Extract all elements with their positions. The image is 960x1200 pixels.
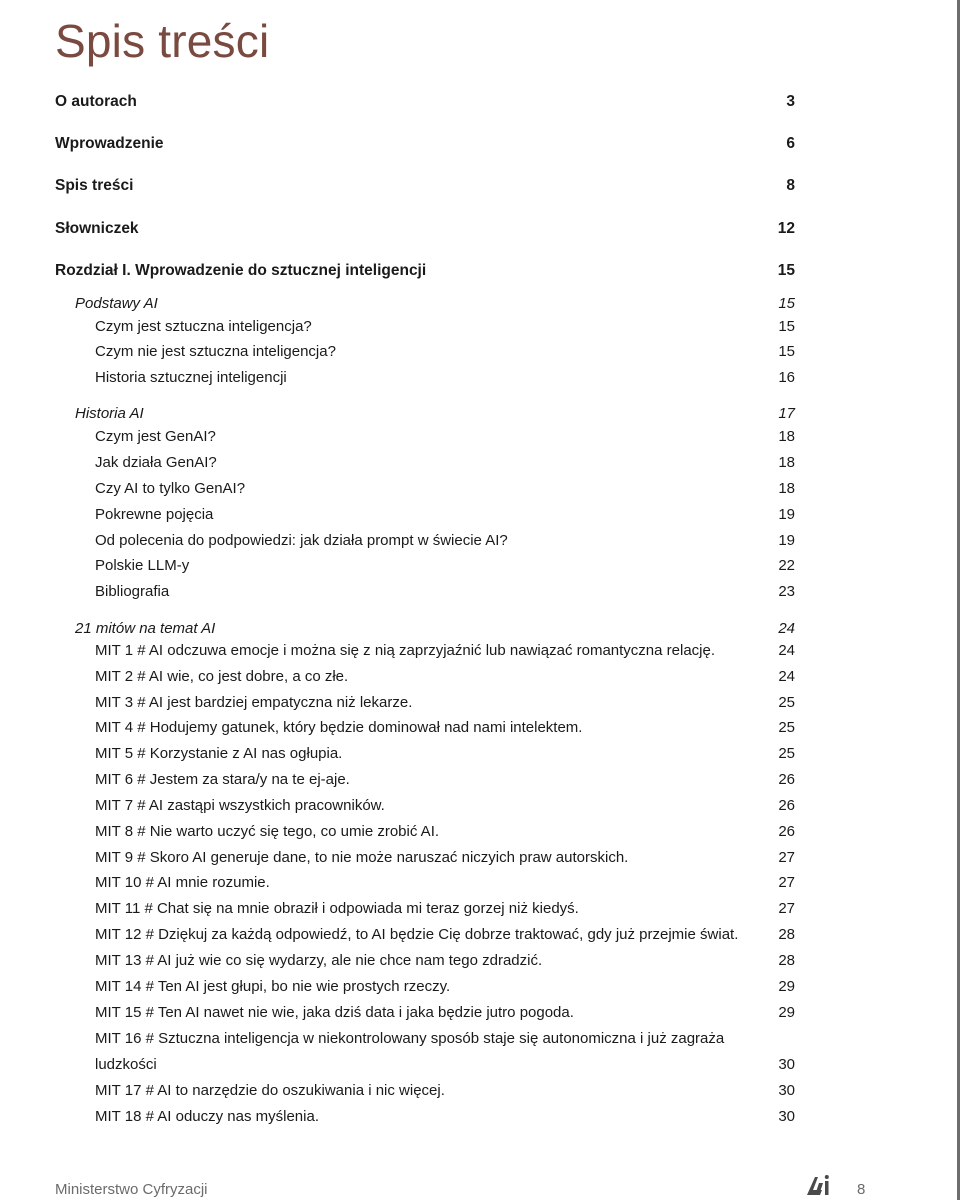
toc-myth-entry[interactable]: [95, 797, 795, 814]
toc-entry-page: 25: [778, 719, 795, 736]
toc-entry-text: Pokrewne pojęcia: [95, 506, 214, 523]
toc-entry-text: Czym jest GenAI?: [95, 428, 216, 445]
toc-entry-page: 26: [778, 823, 795, 840]
toc-entry-text: Spis treści: [55, 177, 134, 194]
toc-subentry[interactable]: [95, 506, 795, 523]
toc-entry-wprowadzenie[interactable]: [55, 135, 795, 153]
toc-subentry[interactable]: [95, 369, 795, 386]
toc-entry-page: 25: [778, 694, 795, 711]
toc-myth-entry-continuation[interactable]: [95, 1056, 795, 1073]
toc-myth-entry[interactable]: [95, 771, 795, 788]
toc-entry-text: ludzkości: [95, 1056, 157, 1073]
toc-myth-entry[interactable]: [95, 926, 795, 943]
toc-entry-text: O autorach: [55, 93, 137, 110]
toc-entry-text: Historia AI: [75, 405, 144, 422]
ai-logo-icon: [806, 1174, 832, 1196]
toc-entry-o-autorach[interactable]: [55, 93, 795, 111]
toc-myth-entry[interactable]: [95, 719, 795, 736]
toc-myth-entry[interactable]: [95, 1082, 795, 1099]
toc-entry-page: 24: [778, 620, 795, 637]
toc-entry-page: 15: [777, 262, 795, 279]
toc-entry-text: Podstawy AI: [75, 295, 158, 312]
toc-subentry[interactable]: [95, 428, 795, 445]
toc-entry-page: 26: [778, 797, 795, 814]
toc-entry-page: 28: [778, 952, 795, 969]
toc-entry-page: 24: [778, 668, 795, 685]
toc-entry-page: 30: [778, 1056, 795, 1073]
toc-entry-slowniczek[interactable]: [55, 220, 795, 238]
toc-entry-page: 30: [778, 1108, 795, 1125]
toc-entry-text: Od polecenia do podpowiedzi: jak działa prompt w świecie AI?: [95, 532, 508, 549]
toc-entry-text: MIT 6 # Jestem za stara/y na te ej-aje.: [95, 771, 350, 788]
toc-myth-entry[interactable]: [95, 900, 795, 917]
toc-entry-page: 18: [778, 454, 795, 471]
toc-entry-page: 29: [778, 978, 795, 995]
toc-entry-page: 22: [778, 557, 795, 574]
toc-entry-text: Polskie LLM-y: [95, 557, 190, 574]
toc-entry-page: 27: [778, 900, 795, 917]
toc-subentry[interactable]: [95, 343, 795, 360]
toc-entry-page: 15: [778, 318, 795, 335]
toc-entry-text: MIT 12 # Dziękuj za każdą odpowiedź, to AI będzie Cię dobrze traktować, gdy już przejmie świat.: [95, 926, 739, 943]
toc-entry-text: Historia sztucznej inteligencji: [95, 369, 287, 386]
toc-entry-page: 27: [778, 874, 795, 891]
toc-entry-page: 15: [778, 295, 795, 312]
toc-myth-entry[interactable]: [95, 1108, 795, 1125]
toc-section-podstawy-ai[interactable]: [75, 295, 795, 312]
toc-entry-text: Rozdział I. Wprowadzenie do sztucznej inteligencji: [55, 262, 427, 279]
toc-entry-text: Czym jest sztuczna inteligencja?: [95, 318, 312, 335]
toc-entry-page: 25: [778, 745, 795, 762]
toc-entry-text: MIT 2 # AI wie, co jest dobre, a co złe.: [95, 668, 349, 685]
toc-entry-page: 12: [777, 220, 795, 237]
toc-entry-page: 15: [778, 343, 795, 360]
toc-entry-page: 17: [778, 405, 795, 422]
toc-entry-text: Wprowadzenie: [55, 135, 164, 152]
footer-page-number: 8: [857, 1181, 866, 1198]
toc-entry-page: 19: [778, 506, 795, 523]
toc-entry-text: MIT 3 # AI jest bardziej empatyczna niż lekarze.: [95, 694, 413, 711]
toc-myth-entry[interactable]: [95, 952, 795, 969]
toc-entry-page: 29: [778, 1004, 795, 1021]
toc-myth-entry[interactable]: [95, 978, 795, 995]
toc-subentry[interactable]: [95, 454, 795, 471]
toc-entry-text: MIT 15 # Ten AI nawet nie wie, jaka dziś data i jaka będzie jutro pogoda.: [95, 1004, 574, 1021]
toc-entry-text: 21 mitów na temat AI: [75, 620, 216, 637]
page-title: Spis treści: [55, 15, 270, 67]
toc-entry-text: MIT 10 # AI mnie rozumie.: [95, 874, 270, 891]
toc-entry-page: 27: [778, 849, 795, 866]
toc-entry-text: MIT 5 # Korzystanie z AI nas ogłupia.: [95, 745, 343, 762]
toc-section-historia-ai[interactable]: [75, 405, 795, 422]
toc-entry-page: 16: [778, 369, 795, 386]
toc-myth-entry[interactable]: [95, 823, 795, 840]
toc-subentry[interactable]: [95, 532, 795, 549]
toc-entry-text: Czym nie jest sztuczna inteligencja?: [95, 343, 336, 360]
toc-entry-page: 6: [786, 135, 795, 152]
toc-entry-page: 26: [778, 771, 795, 788]
toc-entry-page: 18: [778, 480, 795, 497]
toc-entry-text: MIT 13 # AI już wie co się wydarzy, ale nie chce nam tego zdradzić.: [95, 952, 543, 969]
toc-entry-text: MIT 8 # Nie warto uczyć się tego, co umie zrobić AI.: [95, 823, 440, 840]
toc-entry-text: Słowniczek: [55, 220, 139, 237]
toc-entry-page: 28: [778, 926, 795, 943]
toc-entry-text: Bibliografia: [95, 583, 170, 600]
toc-entry-text: MIT 1 # AI odczuwa emocje i można się z nią zaprzyjaźnić lub nawiązać romantyczna relację.: [95, 642, 716, 659]
toc-entry-text: MIT 9 # Skoro AI generuje dane, to nie może naruszać niczyich praw autorskich.: [95, 849, 629, 866]
toc-subentry[interactable]: [95, 583, 795, 600]
toc-entry-text: MIT 11 # Chat się na mnie obraził i odpowiada mi teraz gorzej niż kiedyś.: [95, 900, 579, 917]
toc-entry-page: 3: [786, 93, 795, 110]
toc-entry-text: MIT 7 # AI zastąpi wszystkich pracowników.: [95, 797, 385, 814]
toc-entry-text: MIT 16 # Sztuczna inteligencja w niekontrolowany sposób staje się autonomiczna i już zagraża: [95, 1030, 725, 1047]
toc-entry-page: 30: [778, 1082, 795, 1099]
toc-myth-entry[interactable]: [95, 849, 795, 866]
toc-subentry[interactable]: [95, 557, 795, 574]
toc-myth-entry[interactable]: [95, 668, 795, 685]
toc-myth-entry[interactable]: [95, 874, 795, 891]
toc-entry-text: Czy AI to tylko GenAI?: [95, 480, 246, 497]
toc-subentry[interactable]: [95, 480, 795, 497]
toc-entry-text: MIT 14 # Ten AI jest głupi, bo nie wie prostych rzeczy.: [95, 978, 451, 995]
toc-subentry[interactable]: [95, 318, 795, 335]
toc-entry-page: 23: [778, 583, 795, 600]
toc-entry-page: 19: [778, 532, 795, 549]
toc-entry-page: 24: [778, 642, 795, 659]
footer-organization: Ministerstwo Cyfryzacji: [55, 1181, 208, 1198]
toc-myth-entry[interactable]: [95, 642, 795, 659]
toc-section-21-mitow[interactable]: [75, 620, 795, 637]
toc-entry-text: MIT 17 # AI to narzędzie do oszukiwania i nic więcej.: [95, 1082, 445, 1099]
toc-myth-entry[interactable]: [95, 745, 795, 762]
toc-entry-page: 8: [786, 177, 795, 194]
toc-myth-entry[interactable]: [95, 1030, 795, 1047]
toc-entry-page: 18: [778, 428, 795, 445]
toc-entry-text: MIT 4 # Hodujemy gatunek, który będzie dominował nad nami intelektem.: [95, 719, 583, 736]
toc-entry-text: MIT 18 # AI oduczy nas myślenia.: [95, 1108, 319, 1125]
toc-myth-entry[interactable]: [95, 1004, 795, 1021]
toc-entry-rozdzial-1[interactable]: [55, 262, 795, 280]
toc-entry-spis-tresci[interactable]: [55, 177, 795, 195]
toc-myth-entry[interactable]: [95, 694, 795, 711]
toc-entry-text: Jak działa GenAI?: [95, 454, 217, 471]
